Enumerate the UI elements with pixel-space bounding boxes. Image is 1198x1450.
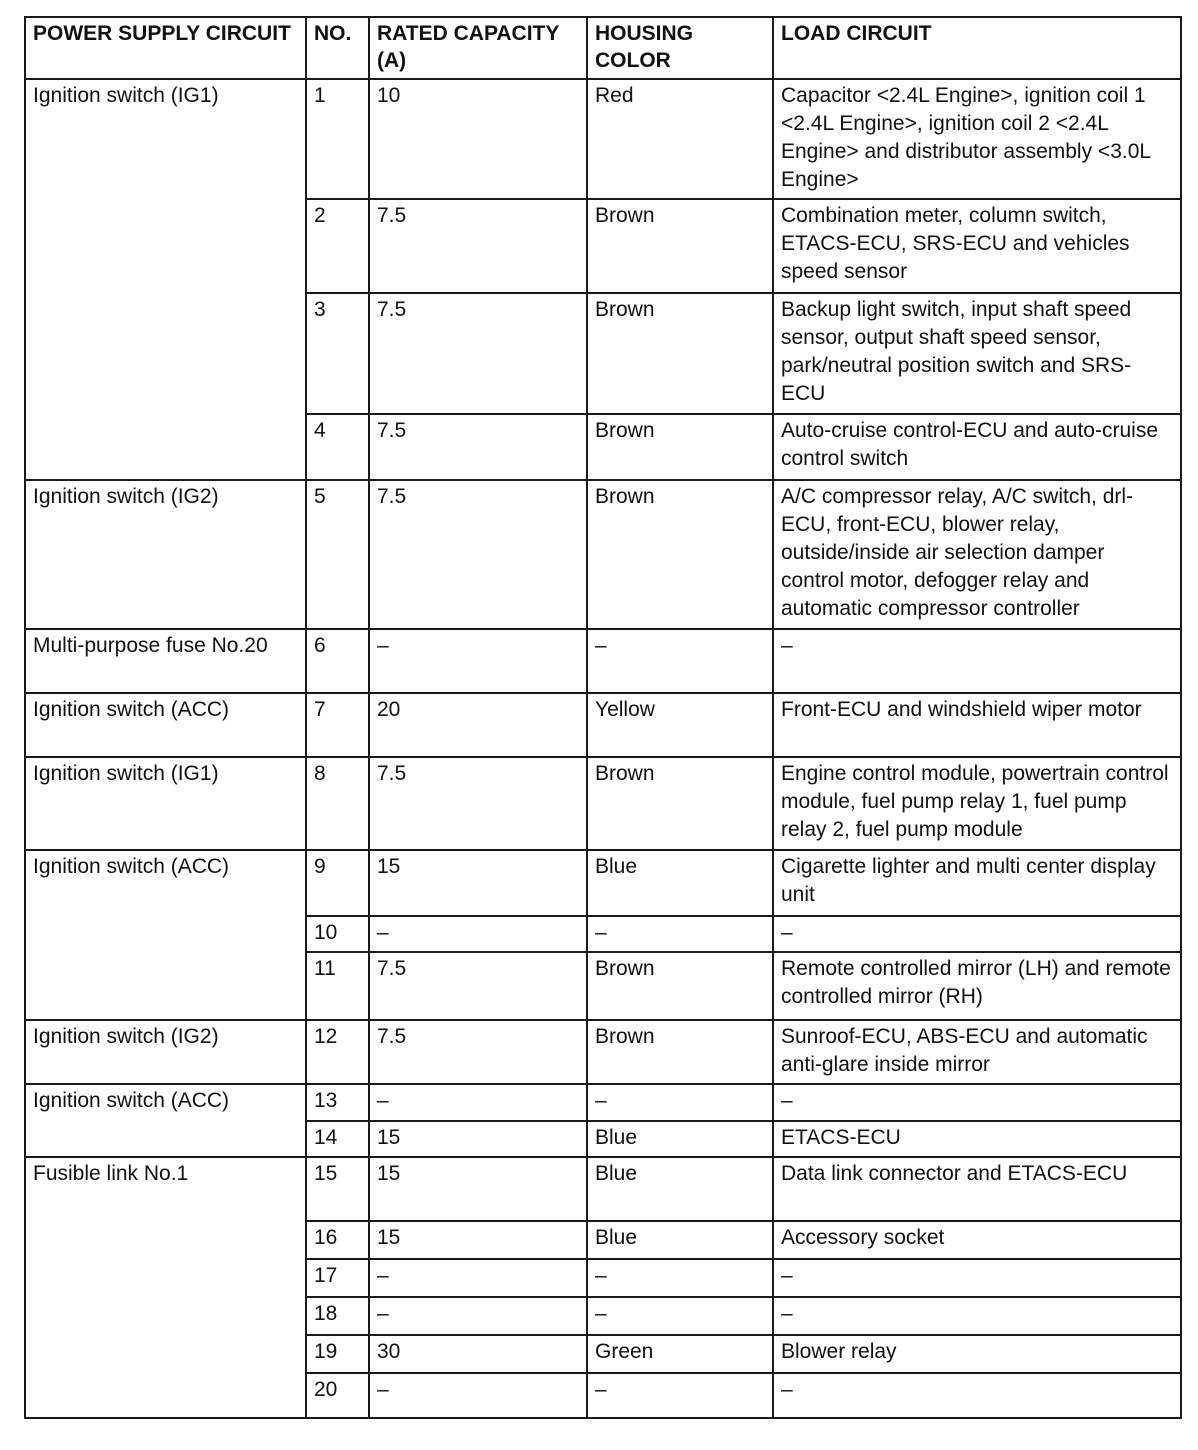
cell-rated-capacity: 15: [369, 1121, 587, 1157]
cell-load-circuit: Cigarette lighter and multi center display unit: [773, 850, 1181, 916]
cell-load-circuit: –: [773, 1084, 1181, 1121]
cell-load-circuit: –: [773, 916, 1181, 952]
cell-rated-capacity: 15: [369, 1221, 587, 1259]
cell-load-circuit: Auto-cruise control-ECU and auto-cruise control switch: [773, 414, 1181, 480]
cell-rated-capacity: –: [369, 1084, 587, 1121]
cell-housing-color: –: [587, 629, 773, 693]
cell-rated-capacity: –: [369, 629, 587, 693]
cell-power-supply: Multi-purpose fuse No.20: [25, 629, 306, 693]
cell-housing-color: Brown: [587, 414, 773, 480]
cell-rated-capacity: 7.5: [369, 199, 587, 293]
table-row: [25, 1020, 1181, 1084]
cell-housing-color: Blue: [587, 1157, 773, 1221]
cell-load-circuit: Engine control module, powertrain control module, fuel pump relay 1, fuel pump relay 2, fuel pump module: [773, 757, 1181, 850]
header-rated-capacity: RATED CAPACITY (A): [369, 17, 587, 79]
cell-no: 20: [306, 1373, 369, 1418]
cell-no: 6: [306, 629, 369, 693]
cell-load-circuit: –: [773, 629, 1181, 693]
cell-load-circuit: –: [773, 1297, 1181, 1335]
cell-housing-color: Blue: [587, 850, 773, 916]
cell-housing-color: –: [587, 1373, 773, 1418]
cell-housing-color: –: [587, 1297, 773, 1335]
cell-power-supply: Ignition switch (IG2): [25, 1020, 306, 1084]
cell-power-supply: Ignition switch (IG1): [25, 757, 306, 850]
cell-no: 12: [306, 1020, 369, 1084]
cell-no: 8: [306, 757, 369, 850]
cell-no: 17: [306, 1259, 369, 1297]
cell-load-circuit: Capacitor <2.4L Engine>, ignition coil 1 <2.4L Engine>, ignition coil 2 <2.4L Engine> and distributor assembly <3.0L Engine>: [773, 79, 1181, 199]
cell-load-circuit: Blower relay: [773, 1335, 1181, 1373]
cell-no: 19: [306, 1335, 369, 1373]
cell-power-supply: Fusible link No.1: [25, 1157, 306, 1418]
cell-no: 15: [306, 1157, 369, 1221]
fuse-table: [24, 16, 1182, 1419]
cell-power-supply: Ignition switch (IG1): [25, 79, 306, 480]
table-row: [25, 1157, 1181, 1221]
cell-load-circuit: Sunroof-ECU, ABS-ECU and automatic anti-glare inside mirror: [773, 1020, 1181, 1084]
cell-rated-capacity: –: [369, 916, 587, 952]
cell-rated-capacity: 7.5: [369, 293, 587, 414]
header-no: NO.: [306, 17, 369, 79]
cell-power-supply: Ignition switch (ACC): [25, 850, 306, 1020]
cell-rated-capacity: –: [369, 1373, 587, 1418]
cell-housing-color: Brown: [587, 757, 773, 850]
cell-rated-capacity: 7.5: [369, 414, 587, 480]
cell-housing-color: Green: [587, 1335, 773, 1373]
cell-load-circuit: Data link connector and ETACS-ECU: [773, 1157, 1181, 1221]
cell-load-circuit: Backup light switch, input shaft speed sensor, output shaft speed sensor, park/neutral position switch and SRS-ECU: [773, 293, 1181, 414]
cell-no: 4: [306, 414, 369, 480]
cell-load-circuit: ETACS-ECU: [773, 1121, 1181, 1157]
cell-load-circuit: –: [773, 1373, 1181, 1418]
cell-load-circuit: A/C compressor relay, A/C switch, drl-ECU, front-ECU, blower relay, outside/inside air selection damper control motor, defogger relay and automatic compressor controller: [773, 480, 1181, 629]
cell-load-circuit: Front-ECU and windshield wiper motor: [773, 693, 1181, 757]
cell-rated-capacity: –: [369, 1297, 587, 1335]
cell-rated-capacity: 20: [369, 693, 587, 757]
cell-no: 10: [306, 916, 369, 952]
cell-load-circuit: Combination meter, column switch, ETACS-ECU, SRS-ECU and vehicles speed sensor: [773, 199, 1181, 293]
cell-housing-color: –: [587, 1259, 773, 1297]
table-row: [25, 850, 1181, 916]
cell-no: 18: [306, 1297, 369, 1335]
cell-no: 2: [306, 199, 369, 293]
header-housing-color: HOUSING COLOR: [587, 17, 773, 79]
cell-rated-capacity: 7.5: [369, 952, 587, 1020]
cell-no: 9: [306, 850, 369, 916]
cell-rated-capacity: 15: [369, 850, 587, 916]
cell-no: 16: [306, 1221, 369, 1259]
cell-load-circuit: Accessory socket: [773, 1221, 1181, 1259]
table-header: [25, 17, 1181, 79]
cell-no: 5: [306, 480, 369, 629]
cell-load-circuit: Remote controlled mirror (LH) and remote controlled mirror (RH): [773, 952, 1181, 1020]
cell-housing-color: Blue: [587, 1221, 773, 1259]
header-row: [25, 17, 1181, 79]
cell-housing-color: Brown: [587, 199, 773, 293]
cell-no: 11: [306, 952, 369, 1020]
table-body: [25, 79, 1181, 1418]
cell-housing-color: –: [587, 1084, 773, 1121]
cell-housing-color: Brown: [587, 952, 773, 1020]
cell-rated-capacity: 7.5: [369, 757, 587, 850]
cell-load-circuit: –: [773, 1259, 1181, 1297]
cell-no: 1: [306, 79, 369, 199]
cell-rated-capacity: 7.5: [369, 480, 587, 629]
cell-no: 13: [306, 1084, 369, 1121]
header-load-circuit: LOAD CIRCUIT: [773, 17, 1181, 79]
cell-no: 3: [306, 293, 369, 414]
cell-housing-color: –: [587, 916, 773, 952]
cell-housing-color: Blue: [587, 1121, 773, 1157]
header-power-supply: POWER SUPPLY CIRCUIT: [25, 17, 306, 79]
cell-housing-color: Brown: [587, 480, 773, 629]
cell-rated-capacity: 10: [369, 79, 587, 199]
table-row: [25, 480, 1181, 629]
cell-housing-color: Yellow: [587, 693, 773, 757]
cell-no: 14: [306, 1121, 369, 1157]
table-row: [25, 757, 1181, 850]
cell-housing-color: Brown: [587, 1020, 773, 1084]
cell-rated-capacity: 7.5: [369, 1020, 587, 1084]
cell-housing-color: Red: [587, 79, 773, 199]
table-row: [25, 629, 1181, 693]
cell-rated-capacity: 30: [369, 1335, 587, 1373]
table-row: [25, 79, 1181, 199]
cell-no: 7: [306, 693, 369, 757]
cell-power-supply: Ignition switch (IG2): [25, 480, 306, 629]
cell-power-supply: Ignition switch (ACC): [25, 693, 306, 757]
cell-housing-color: Brown: [587, 293, 773, 414]
cell-rated-capacity: –: [369, 1259, 587, 1297]
table-row: [25, 1084, 1181, 1121]
cell-power-supply: Ignition switch (ACC): [25, 1084, 306, 1157]
cell-rated-capacity: 15: [369, 1157, 587, 1221]
table-row: [25, 693, 1181, 757]
